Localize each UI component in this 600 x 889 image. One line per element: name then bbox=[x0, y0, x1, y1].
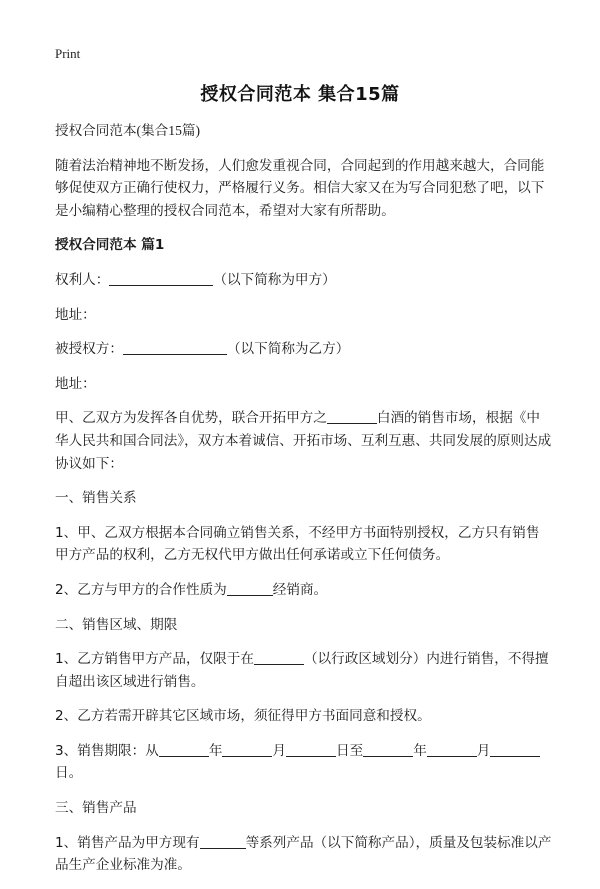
clause-2-3 bbox=[55, 740, 552, 785]
clause-3-1-before: 1、销售产品为甲方现有 bbox=[55, 834, 200, 851]
heading-sales-region: 二、销售区域、期限 bbox=[55, 616, 178, 633]
end-month-blank bbox=[427, 742, 477, 757]
clause-1-2-after: 经销商。 bbox=[272, 581, 328, 598]
licensor-blank bbox=[109, 271, 213, 286]
licensor-label: 权利人： bbox=[55, 271, 110, 288]
region-blank bbox=[254, 650, 304, 665]
series-blank bbox=[200, 834, 246, 849]
cooperation-blank bbox=[227, 581, 273, 596]
licensor-line bbox=[55, 269, 552, 292]
licensee-blank bbox=[123, 340, 227, 355]
day-to-label: 日至 bbox=[336, 742, 364, 759]
clause-1-1: 1、甲、乙双方根据本合同确立销售关系，不经甲方书面特别授权，乙方只有销售甲方产品的权利，乙方无权代甲方做出任何承诺或立下任何债务。 bbox=[55, 524, 540, 564]
period-prefix: 3、销售期限：从 bbox=[55, 742, 159, 759]
heading-sales-relation: 一、销售关系 bbox=[55, 490, 137, 507]
product-blank bbox=[327, 409, 377, 424]
clause-3-1-after: 等系列产品（以下简称产品），质量及包装标准以产品生产企业标准为准。 bbox=[55, 834, 552, 874]
licensee-label: 被授权方： bbox=[55, 341, 123, 358]
licensee-line bbox=[55, 338, 552, 361]
heading-sales-products: 三、销售产品 bbox=[55, 800, 137, 817]
licensor-suffix: （以下简称为甲方） bbox=[213, 271, 336, 288]
clause-2-1-after: （以行政区域划分）内进行销售，不得擅自超出该区域进行销售。 bbox=[55, 651, 549, 690]
intro-paragraph: 随着法治精神地不断发扬，人们愈发重视合同，合同起到的作用越来越大，合同能够促使双方正确行使权力，严格履行义务。相信大家又在为写合同犯愁了吧，以下是小编精心整理的授权合同范本，希望对大家有所帮助。 bbox=[55, 157, 545, 219]
end-year-blank bbox=[363, 742, 413, 757]
section-heading: 授权合同范本 篇1 bbox=[55, 237, 165, 254]
document-body bbox=[55, 120, 552, 889]
page-title: 授权合同范本 集合15篇 bbox=[200, 84, 400, 105]
preamble-paragraph bbox=[55, 407, 552, 475]
start-month-label: 月 bbox=[272, 742, 286, 759]
clause-2-2: 2、乙方若需开辟其它区域市场，须征得甲方书面同意和授权。 bbox=[55, 708, 431, 725]
clause-2-1-before: 1、乙方销售甲方产品，仅限于在 bbox=[55, 651, 254, 668]
end-day-blank bbox=[490, 742, 540, 757]
address-line-1: 地址： bbox=[55, 306, 96, 323]
end-year-label: 年 bbox=[413, 742, 427, 759]
start-year-label: 年 bbox=[208, 742, 223, 759]
start-day-blank bbox=[286, 742, 336, 757]
clause-2-1 bbox=[55, 648, 552, 693]
subtitle: 授权合同范本(集合15篇) bbox=[55, 123, 200, 138]
print-label[interactable]: Print bbox=[55, 46, 81, 61]
preamble-after: 白酒的销售市场，根据《中华人民共和国合同法》，双方本着诚信、开拓市场、互利互惠、共同发展的原则达成协议如下： bbox=[55, 410, 552, 472]
clause-1-2-before: 2、乙方与甲方的合作性质为 bbox=[55, 581, 227, 598]
start-month-blank bbox=[222, 742, 272, 757]
end-day-label: 日。 bbox=[55, 765, 83, 782]
clause-1-2 bbox=[55, 579, 552, 602]
end-month-label: 月 bbox=[476, 742, 491, 759]
clause-3-1 bbox=[55, 832, 552, 877]
licensee-suffix: （以下简称为乙方） bbox=[226, 341, 350, 358]
address-line-2: 地址： bbox=[55, 375, 96, 392]
start-year-blank bbox=[159, 742, 209, 757]
preamble-before: 甲、乙双方为发挥各自优势，联合开拓甲方之 bbox=[55, 410, 327, 427]
